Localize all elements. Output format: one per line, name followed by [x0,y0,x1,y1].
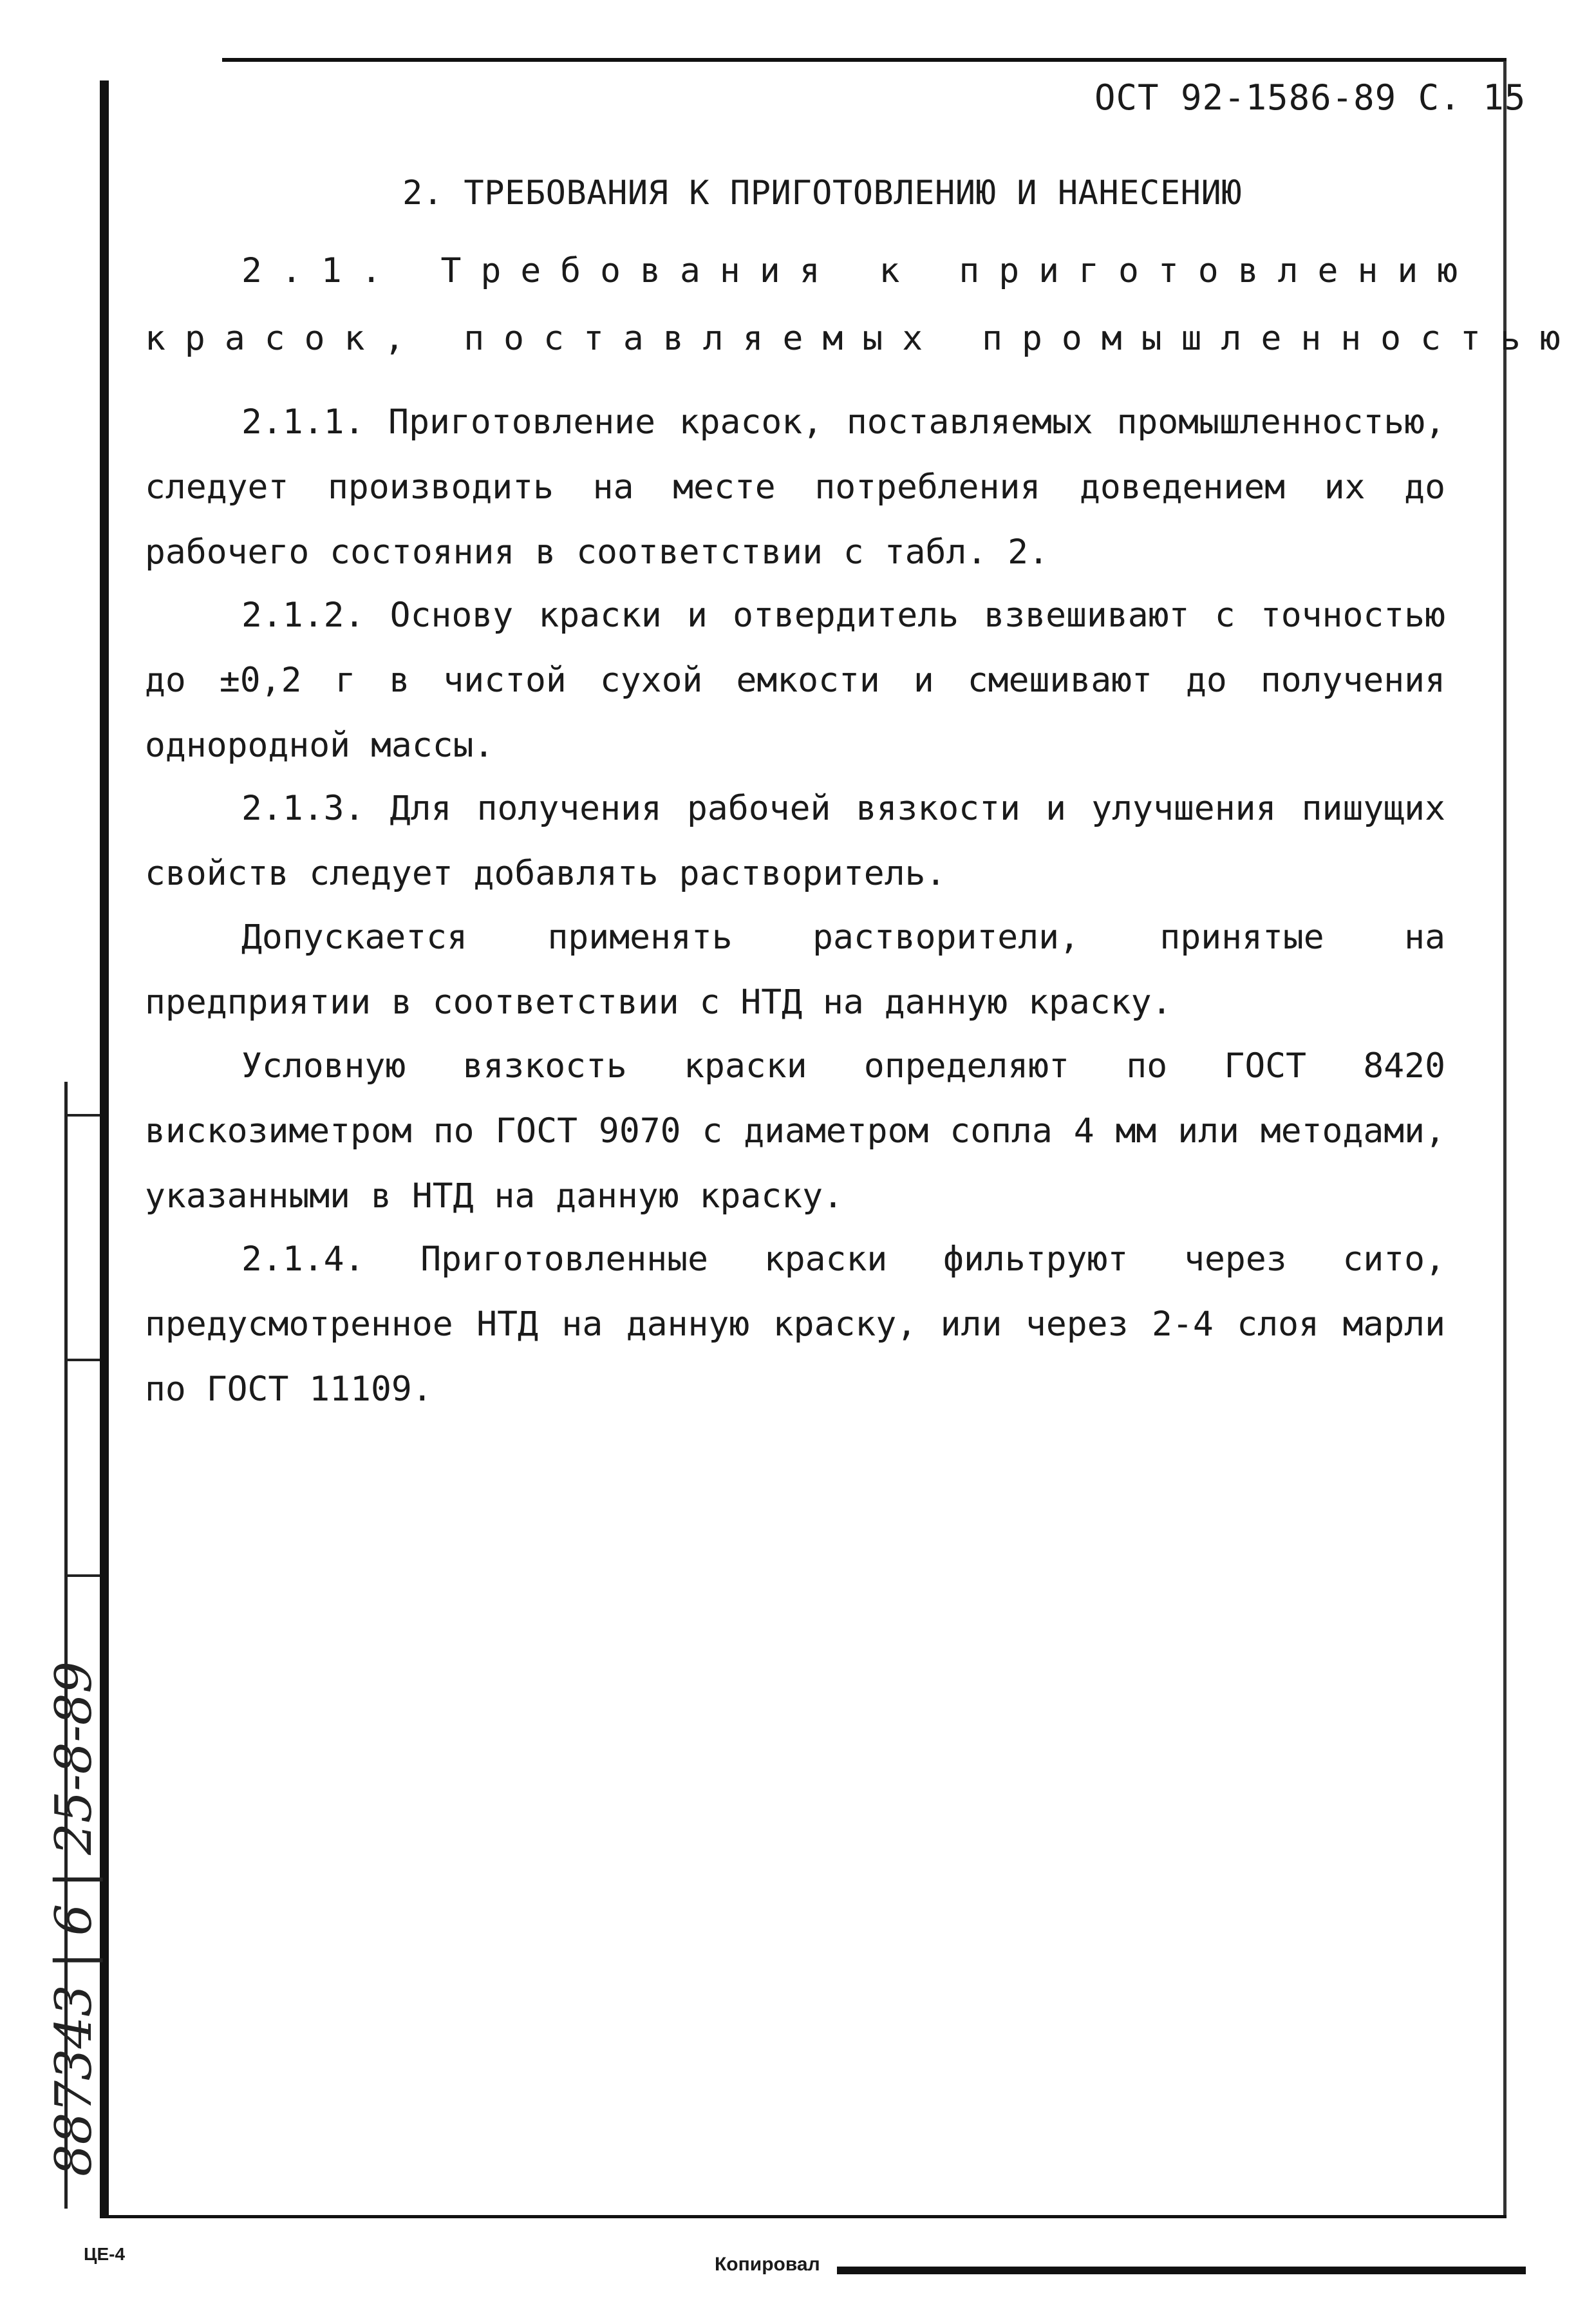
bottom-frame-line [100,2215,1507,2218]
right-frame-line [1503,61,1507,2218]
document-reference: ОСТ 92-1586-89 С. 15 [1094,77,1526,118]
stamp-tick [64,1359,100,1361]
subsection-heading-line2: красок, поставляемых промышленностью [145,319,1580,358]
paragraph-solvents: Допускается применять растворители, принятые на предприятии в соответствии с НТД на данную краску. [145,918,1445,1022]
paragraph-viscosity: Условную вязкость краски определяют по ГОСТ 8420 вискозиметром по ГОСТ 9070 с диаметром сопла 4 мм или методами, указанными в НТД на данную краску. [145,1046,1445,1216]
footer-bar [837,2267,1526,2274]
subsection-heading-line1: 2.1. Требования к приготовлению [241,251,1478,290]
paragraph-2-1-1: 2.1.1. Приготовление красок, поставляемых промышленностью, следует производить на месте потребления доведением их до рабочего состояния в соответствии с табл. 2. [145,402,1445,572]
section-title: 2. ТРЕБОВАНИЯ К ПРИГОТОВЛЕНИЮ И НАНЕСЕНИЮ [402,174,1243,212]
top-frame-line [222,58,1507,62]
paragraph-2-1-2: 2.1.2. Основу краски и отвердитель взвешивают с точностью до ±0,2 г в чистой сухой емкости и смешивают до получения однородной массы. [145,596,1445,765]
form-code: ЦЕ-4 [84,2244,126,2264]
stamp-tick [64,1574,100,1577]
handwritten-inventory-stamp: 887343 | 6 | 25-8-89 [45,1661,103,2176]
paragraph-2-1-4: 2.1.4. Приготовленные краски фильтруют через сито, предусмотренное НТД на данную краску, или через 2-4 слоя марли по ГОСТ 11109. [145,1240,1445,1409]
paragraph-2-1-3: 2.1.3. Для получения рабочей вязкости и улучшения пишущих свойств следует добавлять растворитель. [145,789,1445,893]
copied-label: Копировал [715,2254,820,2275]
stamp-tick [64,1114,100,1117]
